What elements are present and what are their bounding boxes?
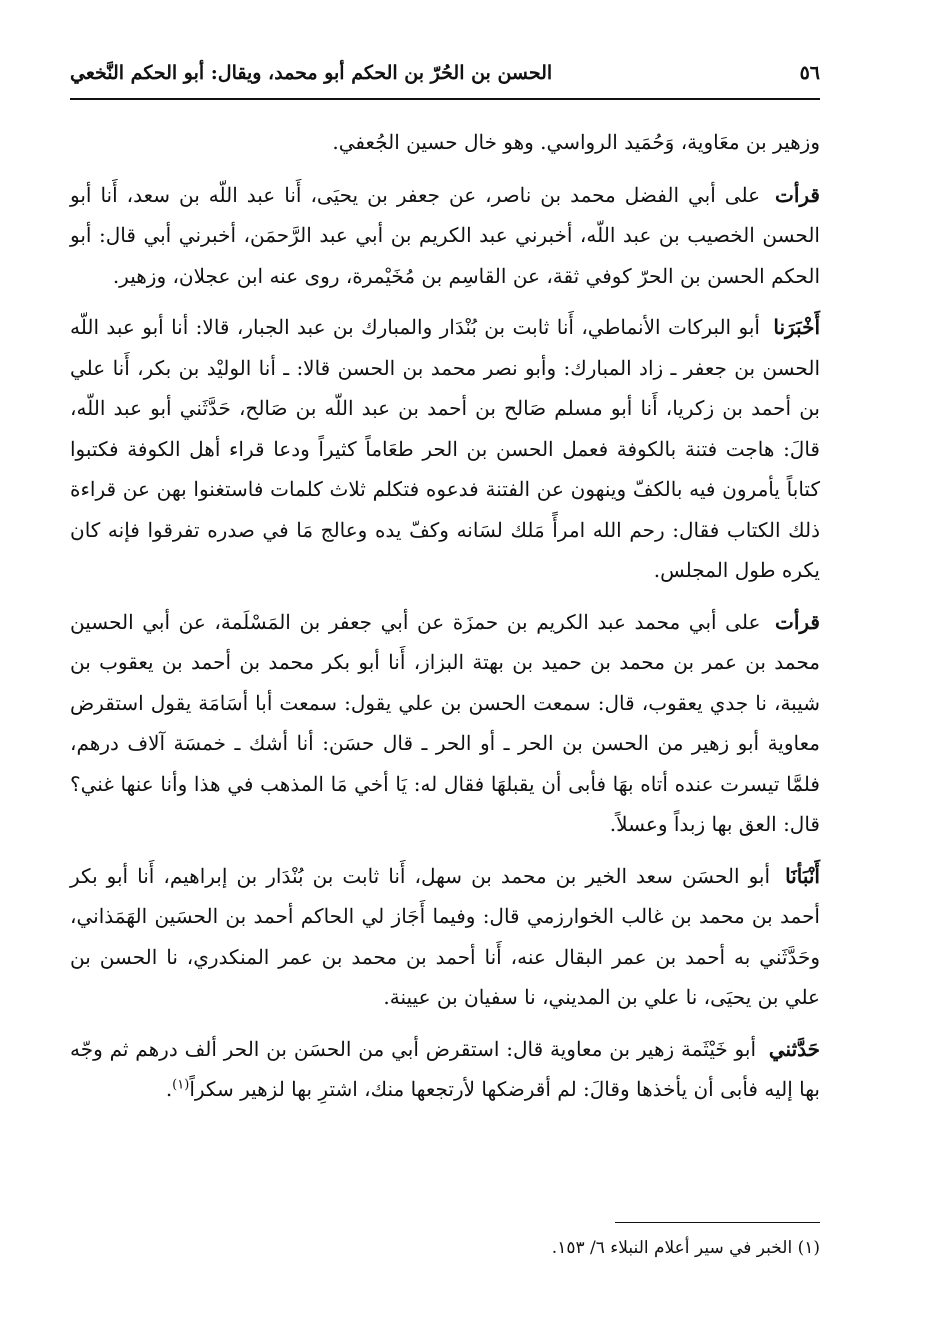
paragraph-lead-word: حَدَّثني: [768, 1036, 820, 1061]
paragraph-text: وزهير بن معَاوية، وَحُمَيد الرواسي. وهو خال حسين الجُعفي.: [332, 130, 820, 154]
footnote: (١) الخبر في سير أعلام النبلاء ٦/ ١٥٣.: [551, 1238, 820, 1258]
paragraph-text: على أبي محمد عبد الكريم بن حمزَة عن أبي جعفر بن المَسْلَمة، عن أبي الحسين محمد بن عمر بن محمد بن حميد بن بهتة البزاز، أَنا أبو بكر محمد بن أحمد بن يعقوب بن شيبة، نا جدي يعقوب، قال: سمعت الحسن بن علي يقول: سمعت أبا أسَامَة يقول استقرض معاوية أبو زهير من الحسن بن الحر ـ أو الحر ـ قال حسَن: أنا أشك ـ خمسَة آلاف درهم، فلمَّا تيسرت عنده أتاه بهَا فأبى أن يقبلهَا فقال له: يَا أخي مَا المذهب في هذا وأنا عنها غني؟ قال: العق بها زبداً وعسلاً.: [70, 609, 820, 836]
page-number: ٥٦: [799, 62, 820, 84]
paragraph-text: أبو خَيْثَمة زهير بن معاوية قال: استقرض أبي من الحسَن بن الحر ألف درهم ثم وجّه بها إليه فأبى أن يأخذها وقالَ: لم أقرضكها لأرتجعها منك، اشترِ بها لزهير سكراً: [70, 1036, 820, 1101]
paragraph-5: [70, 856, 820, 1018]
paragraph-lead-word: أَنْبَأنَا: [785, 863, 820, 888]
header-rule: [70, 98, 820, 100]
page-body: [70, 122, 820, 1121]
paragraph-3: [70, 307, 820, 591]
footnote-rule: [615, 1222, 820, 1223]
paragraph-text: أبو البركات الأنماطي، أَنا ثابت بن بُنْدَار والمبارك بن عبد الجبار، قالا: أنا أبو عبد اللّه الحسن بن جعفر ـ زاد المبارك: وأبو نصر محمد بن الحسن قالا: ـ أنا الوليْد بن بكر، أَنا علي بن أحمد بن زكريا، أَنا أبو مسلم صَالح بن أحمد بن عبد اللّه بن صَالح، حَدَّثَني أبو عبد اللّه، قالَ: هاجت فتنة بالكوفة فعمل الحسن بن الحر طعَاماً كثيراً ودعا قراء أهل الكوفة فكتبوا كتاباً يأمرون فيه بالكفّ وينهون عن الفتنة فدعوه فتكلم ثلاث كلمات فاستغنوا بهن عن قراءة ذلك الكتاب فقال: رحم الله امرأً مَلك لسَانه وكفّ يده وعالج مَا في صدره تفرقوا فإنه كان يكره طول المجلس.: [70, 315, 820, 582]
paragraph-4: [70, 602, 820, 845]
paragraph-6: [70, 1029, 820, 1110]
running-title: الحسن بن الحُرّ بن الحكم أبو محمد، ويقال: أبو الحكم النَّخعي: [70, 62, 553, 84]
paragraph-text: أبو الحسَن سعد الخير بن محمد بن سهل، أَنا ثابت بن بُنْدَار بن إبراهيم، أَنا أبو بكر أحمد بن محمد بن غالب الخوارزمي قال: وفيما أَجَاز لي الحاكم أحمد بن الحسَين الهَمَذاني، وحَدَّثَني به أحمد بن عمر البقال عنه، أَنا أحمد بن محمد بن عمر المنكدري، نا الحسن بن علي بن يحيَى، نا علي بن المديني، نا سفيان بن عيينة.: [70, 863, 820, 1009]
paragraph-lead-word: أَخْبَرَنا: [773, 315, 821, 339]
paragraph-2: [70, 175, 820, 297]
paragraph-1: [70, 122, 820, 163]
running-header: [70, 54, 820, 92]
paragraph-text: على أبي الفضل محمد بن ناصر، عن جعفر بن يحيَى، أَنا عبد اللّه بن سعد، أَنا أبو الحسن الخصيب بن عبد اللّه، أخبرني عبد الكريم بن أبي عبد الرَّحمَن، أخبرني أبي قال: أبو الحكم الحسن بن الحرّ كوفي ثقة، عن القاسِم بن مُخَيْمرة، روى عنه ابن عجلان، وزهير.: [70, 182, 820, 288]
footnote-mark: (١): [172, 1077, 190, 1093]
paragraph-lead-word: قرأت: [775, 609, 820, 634]
paragraph-lead-word: قرأت: [775, 182, 820, 207]
paragraph-tail: .: [165, 1077, 173, 1101]
